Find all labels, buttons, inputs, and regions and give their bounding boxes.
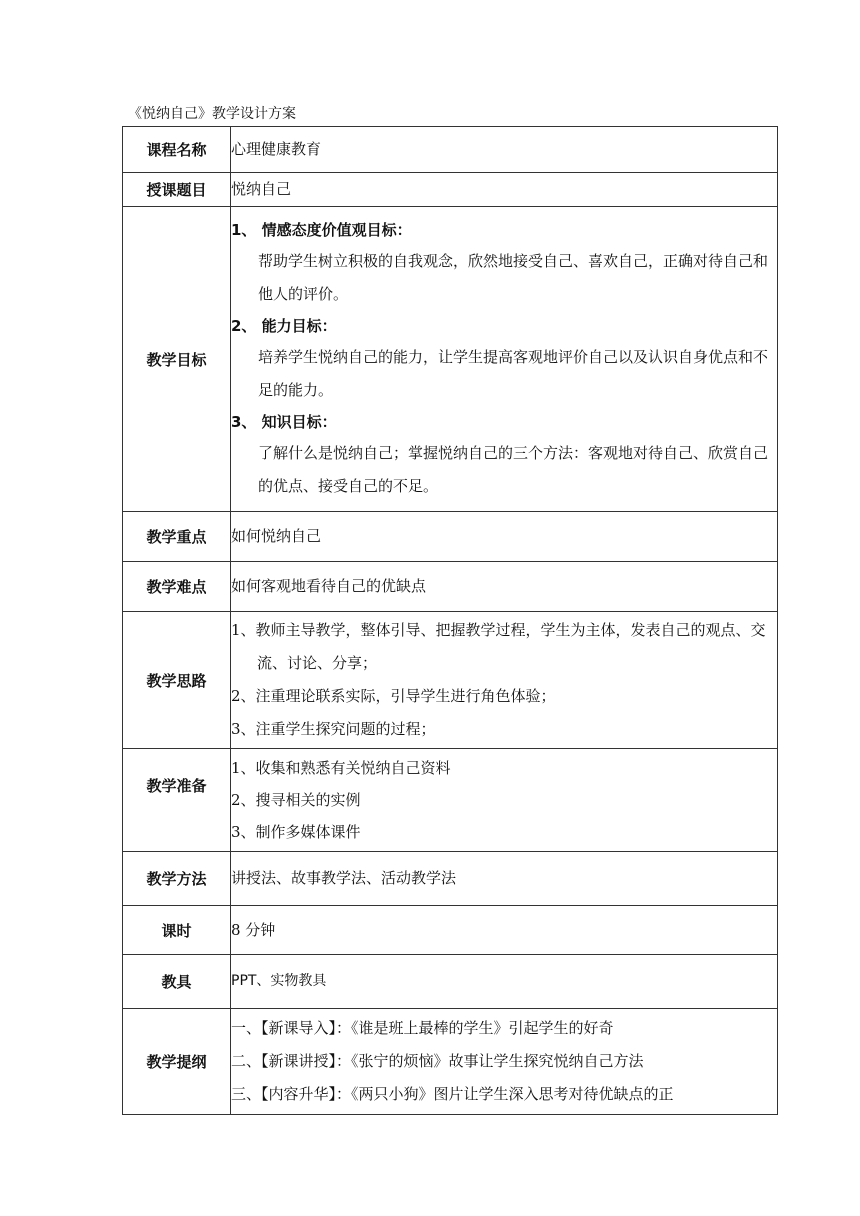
preparation-content <box>231 749 778 852</box>
methods-label: 教学方法 <box>123 852 231 906</box>
duration-label: 课时 <box>123 906 231 955</box>
key-point-value: 如何悦纳自己 <box>231 512 778 562</box>
course-name-label: 课程名称 <box>123 127 231 173</box>
objectives-content <box>231 207 778 512</box>
preparation-item-2: 2、搜寻相关的实例 <box>231 791 361 809</box>
preparation-label: 教学准备 <box>123 749 231 852</box>
row-approach <box>123 612 778 749</box>
outline-item-1: 一、【新课导入】：《谁是班上最棒的学生》引起学生的好奇 <box>231 1019 614 1037</box>
row-duration <box>123 906 778 955</box>
difficulty-value: 如何客观地看待自己的优缺点 <box>231 562 778 612</box>
objective-2-text: 培养学生悦纳自己的能力，让学生提高客观地评价自己以及认识自身优点和不足的能力。 <box>258 348 769 399</box>
objective-1-text: 帮助学生树立积极的自我观念，欣然地接受自己、喜欢自己，正确对待自己和他人的评价。 <box>258 252 769 303</box>
document-title: 《悦纳自己》教学设计方案 <box>128 106 296 122</box>
approach-item-2: 2、注重理论联系实际，引导学生进行角色体验； <box>231 687 556 705</box>
approach-content <box>231 612 778 749</box>
key-point-label: 教学重点 <box>123 512 231 562</box>
row-methods <box>123 852 778 906</box>
outline-content <box>231 1009 778 1115</box>
row-objectives <box>123 207 778 512</box>
row-course-name <box>123 127 778 173</box>
course-name-value: 心理健康教育 <box>231 127 778 173</box>
outline-label: 教学提纲 <box>123 1009 231 1115</box>
objectives-label: 教学目标 <box>123 207 231 512</box>
topic-label: 授课题目 <box>123 173 231 207</box>
difficulty-label: 教学难点 <box>123 562 231 612</box>
approach-item-3: 3、注重学生探究问题的过程； <box>231 720 436 738</box>
preparation-item-1: 1、收集和熟悉有关悦纳自己资料 <box>231 759 451 777</box>
row-tools <box>123 955 778 1009</box>
row-preparation <box>123 749 778 852</box>
duration-value: 8 分钟 <box>231 906 778 955</box>
row-outline <box>123 1009 778 1115</box>
objective-3-heading: 3、 知识目标： <box>231 413 337 431</box>
methods-value: 讲授法、故事教学法、活动教学法 <box>231 852 778 906</box>
row-difficulty <box>123 562 778 612</box>
tools-label: 教具 <box>123 955 231 1009</box>
objective-3-text: 了解什么是悦纳自己；掌握悦纳自己的三个方法：客观地对待自己、欣赏自己的优点、接受自己的不足。 <box>258 444 769 495</box>
tools-value: PPT、实物教具 <box>231 955 778 1009</box>
row-key-point <box>123 512 778 562</box>
outline-item-2: 二、【新课讲授】：《张宁的烦恼》故事让学生探究悦纳自己方法 <box>231 1052 644 1070</box>
objective-1-heading: 1、 情感态度价值观目标： <box>231 221 412 239</box>
preparation-item-3: 3、制作多媒体课件 <box>231 823 361 841</box>
objective-2-heading: 2、 能力目标： <box>231 317 337 335</box>
row-topic <box>123 173 778 207</box>
approach-label: 教学思路 <box>123 612 231 749</box>
lesson-plan-table <box>122 126 778 1115</box>
topic-value: 悦纳自己 <box>231 173 778 207</box>
outline-item-3: 三、【内容升华】：《两只小狗》图片让学生深入思考对待优缺点的正 <box>231 1085 674 1103</box>
approach-item-1: 1、教师主导教学，整体引导、把握教学过程，学生为主体，发表自己的观点、交流、讨论、分享； <box>231 621 766 672</box>
